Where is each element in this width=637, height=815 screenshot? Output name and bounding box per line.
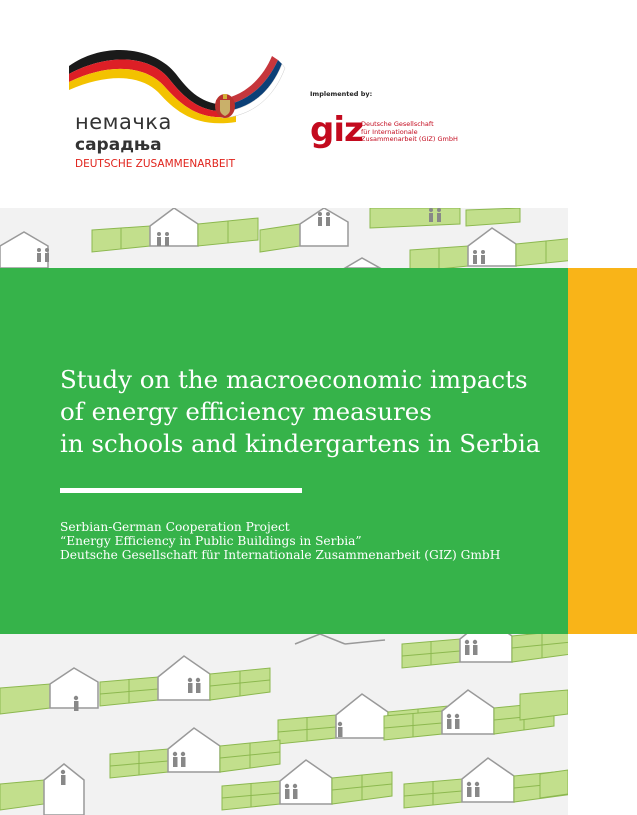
- building-pattern-top: [0, 208, 568, 268]
- giz-name: [361, 121, 458, 144]
- title-line: in schools and kindergartens in Serbia: [60, 429, 541, 458]
- project-line: Deutsche Gesellschaft für Internationale Zusammenarbeit (GIZ) GmbH: [60, 548, 501, 562]
- accent-bar: [568, 268, 637, 634]
- giz-name-line: Zusammenarbeit (GIZ) GmbH: [361, 135, 458, 143]
- coat-of-arms-icon: [215, 94, 235, 118]
- logo-line-3: DEUTSCHE ZUSAMMENARBEIT: [75, 158, 236, 170]
- title-panel: [0, 268, 568, 634]
- giz-name-line: Deutsche Gesellschaft: [361, 120, 434, 128]
- title-line: of energy efficiency measures: [60, 397, 432, 426]
- building-pattern-bottom: [0, 634, 568, 815]
- logo-line-2: сарадња: [75, 135, 162, 155]
- cover-header: [0, 0, 637, 208]
- project-line: Serbian-German Cooperation Project: [60, 520, 290, 534]
- title-line: Study on the macroeconomic impacts: [60, 365, 528, 394]
- building-pattern-icon: [0, 634, 568, 815]
- giz-name-line: für Internationale: [361, 127, 418, 136]
- logo-line-1: немачка: [75, 110, 172, 134]
- implemented-by-label: Implemented by:: [310, 90, 373, 98]
- building-pattern-icon: [0, 208, 568, 268]
- giz-logo-mark: giz: [310, 110, 363, 150]
- project-line: “Energy Efficiency in Public Buildings in Serbia”: [60, 534, 362, 548]
- document-title: [60, 364, 560, 460]
- title-divider: [60, 488, 302, 493]
- german-cooperation-logo: [66, 44, 291, 174]
- project-info: [60, 520, 560, 562]
